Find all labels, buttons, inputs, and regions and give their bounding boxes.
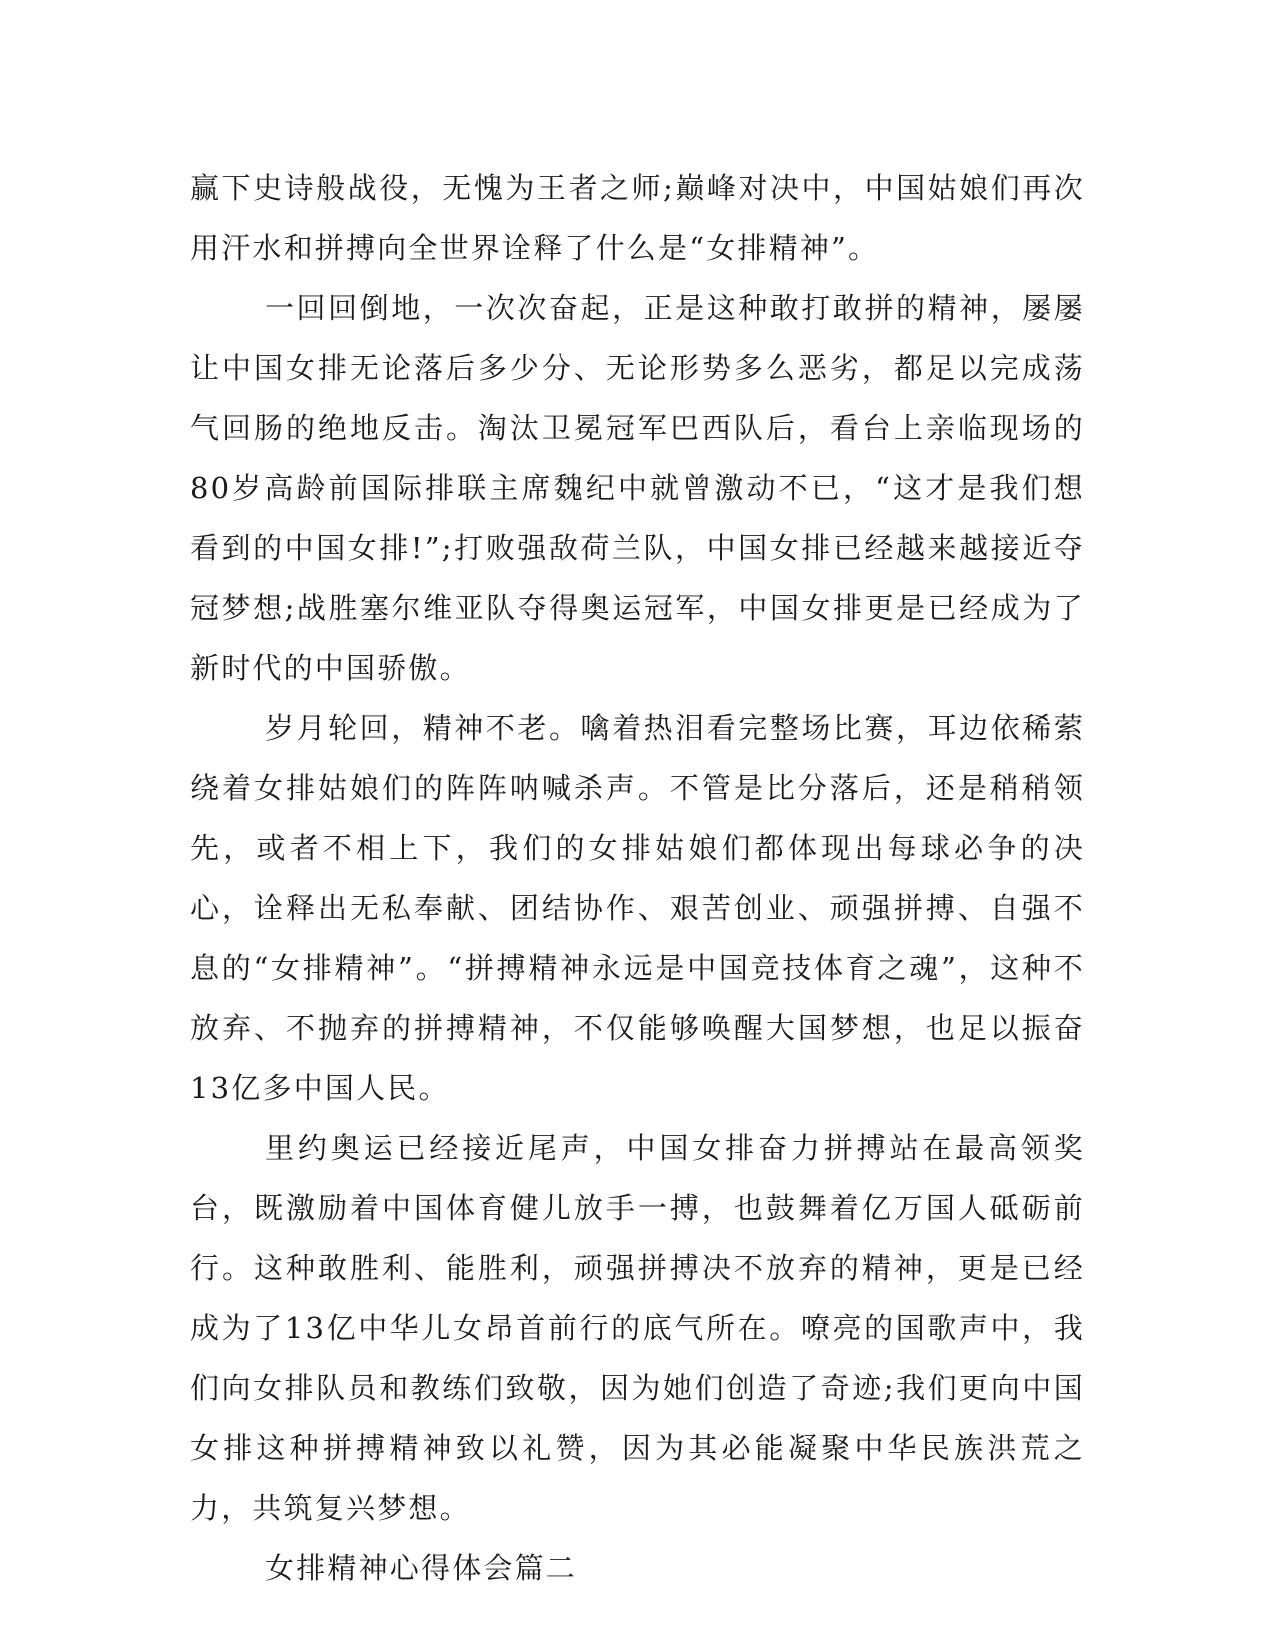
paragraph-4: 里约奥运已经接近尾声，中国女排奋力拼搏站在最高领奖台，既激励着中国体育健儿放手一搏，也鼓舞着亿万国人砥砺前行。这种敢胜利、能胜利，顽强拼搏决不放弃的精神，更是已经成为了13亿中华儿女昂首前行的底气所在。嘹亮的国歌声中，我们向女排队员和教练们致敬，因为她们创造了奇迹;我们更向中国女排这种拼搏精神致以礼赞，因为其必能凝聚中华民族洪荒之力，共筑复兴梦想。 xyxy=(190,1131,1085,1525)
paragraph-2: 一回回倒地，一次次奋起，正是这种敢打敢拼的精神，屡屡让中国女排无论落后多少分、无论形势多么恶劣，都足以完成荡气回肠的绝地反击。淘汰卫冕冠军巴西队后，看台上亲临现场的80岁高龄前国际排联主席魏纪中就曾激动不已，“这才是我们想看到的中国女排!”;打败强敌荷兰队，中国女排已经越来越接近夺冠梦想;战胜塞尔维亚队夺得奥运冠军，中国女排更是已经成为了新时代的中国骄傲。 xyxy=(190,291,1085,685)
section-heading: 女排精神心得体会篇二 xyxy=(265,1551,578,1585)
document-body xyxy=(190,158,1085,1598)
paragraph-3: 岁月轮回，精神不老。噙着热泪看完整场比赛，耳边依稀萦绕着女排姑娘们的阵阵呐喊杀声。不管是比分落后，还是稍稍领先，或者不相上下，我们的女排姑娘们都体现出每球必争的决心，诠释出无私奉献、团结协作、艰苦创业、顽强拼搏、自强不息的“女排精神”。“拼搏精神永远是中国竞技体育之魂”，这种不放弃、不抛弃的拼搏精神，不仅能够唤醒大国梦想，也足以振奋13亿多中国人民。 xyxy=(190,711,1085,1105)
paragraph-1: 赢下史诗般战役，无愧为王者之师;巅峰对决中，中国姑娘们再次用汗水和拼搏向全世界诠释了什么是“女排精神”。 xyxy=(190,171,1085,265)
